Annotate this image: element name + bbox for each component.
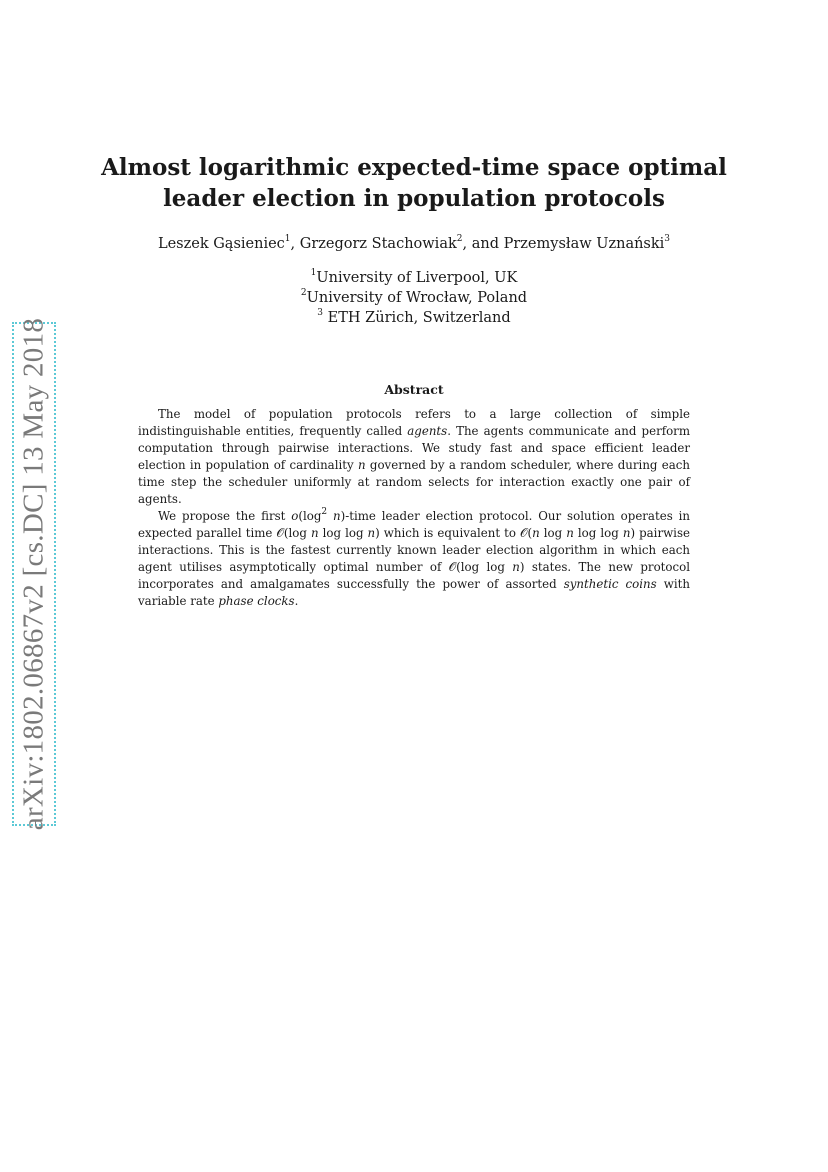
abstract-text: log	[539, 526, 567, 540]
abstract-text: .	[294, 594, 299, 608]
affiliation-1	[100, 268, 728, 288]
affiliation-3-text: ETH Zürich, Switzerland	[323, 310, 511, 326]
abstract-math: n	[512, 560, 520, 574]
abstract-text: log log	[573, 526, 623, 540]
abstract-math: o	[291, 509, 299, 523]
title-line-2: leader election in population protocols	[163, 185, 665, 212]
affiliation-3-mark: 3	[317, 308, 324, 319]
affiliation-1-mark: 1	[310, 268, 317, 279]
abstract-text: We propose the first	[158, 509, 292, 523]
abstract-text: log log	[318, 526, 368, 540]
abstract-math: n	[367, 526, 376, 540]
author-3: , and Przemysław Uznański	[462, 236, 665, 252]
affiliation-1-text: University of Liverpool, UK	[316, 270, 518, 286]
arxiv-identifier: arXiv:1802.06867v2 [cs.DC] 13 May 2018	[17, 317, 50, 831]
abstract-text: . The agents communicate and perform computation through pairwise interactions. We study fast and space efficient leader election in population of cardinality	[138, 424, 691, 472]
affiliation-3	[100, 308, 728, 328]
abstract-math: n	[357, 458, 366, 472]
abstract-text: (log	[298, 509, 322, 523]
abstract-paragraph-2	[138, 508, 690, 610]
author-1-affil: 1	[284, 234, 291, 245]
abstract-emphasis: synthetic coins	[563, 577, 657, 591]
abstract-math: n	[622, 526, 631, 540]
author-2: , Grzegorz Stachowiak	[290, 236, 457, 252]
affiliation-2-text: University of Wrocław, Poland	[306, 290, 528, 306]
abstract-paragraph-1	[138, 406, 690, 508]
paper-title	[100, 152, 728, 214]
abstract-emphasis: phase clocks	[218, 594, 295, 608]
title-line-1: Almost logarithmic expected-time space optimal	[101, 154, 727, 181]
abstract-math: n	[566, 526, 574, 540]
affiliation-2-mark: 2	[300, 288, 307, 299]
author-3-affil: 3	[664, 234, 671, 245]
abstract-text: )-time leader election protocol. Our solution operates in expected parallel time 𝒪(log	[138, 509, 690, 540]
abstract-text: ) pairwise interactions. This is the fastest currently known leader election algorithm in which each agent utilises asymptotically optimal number of 𝒪(log log	[138, 526, 690, 574]
abstract-math: n	[333, 509, 341, 523]
affiliation-list	[100, 268, 728, 328]
abstract-math: n	[532, 526, 540, 540]
abstract-text: with variable rate	[138, 577, 690, 608]
abstract-math-sup: 2	[321, 507, 328, 518]
abstract-text: The model of population protocols refers to a large collection of simple indistinguishable entities, frequently called	[138, 407, 690, 438]
abstract-text: ) states. The new protocol incorporates and amalgamates successfully the power of assorted	[138, 560, 690, 591]
abstract-text: governed by a random scheduler, where during each time step the scheduler uniformly at random selects for interaction exactly one pair of agents.	[138, 458, 690, 506]
abstract-math: n	[310, 526, 319, 540]
abstract-heading: Abstract	[384, 382, 444, 397]
author-1: Leszek Gąsieniec	[157, 236, 285, 252]
author-2-affil: 2	[456, 234, 463, 245]
author-list	[100, 234, 728, 254]
affiliation-2	[100, 288, 728, 308]
abstract-emphasis: agents	[407, 424, 448, 438]
abstract-text: ) which is equivalent to 𝒪(	[375, 526, 533, 540]
abstract-body	[138, 406, 690, 610]
